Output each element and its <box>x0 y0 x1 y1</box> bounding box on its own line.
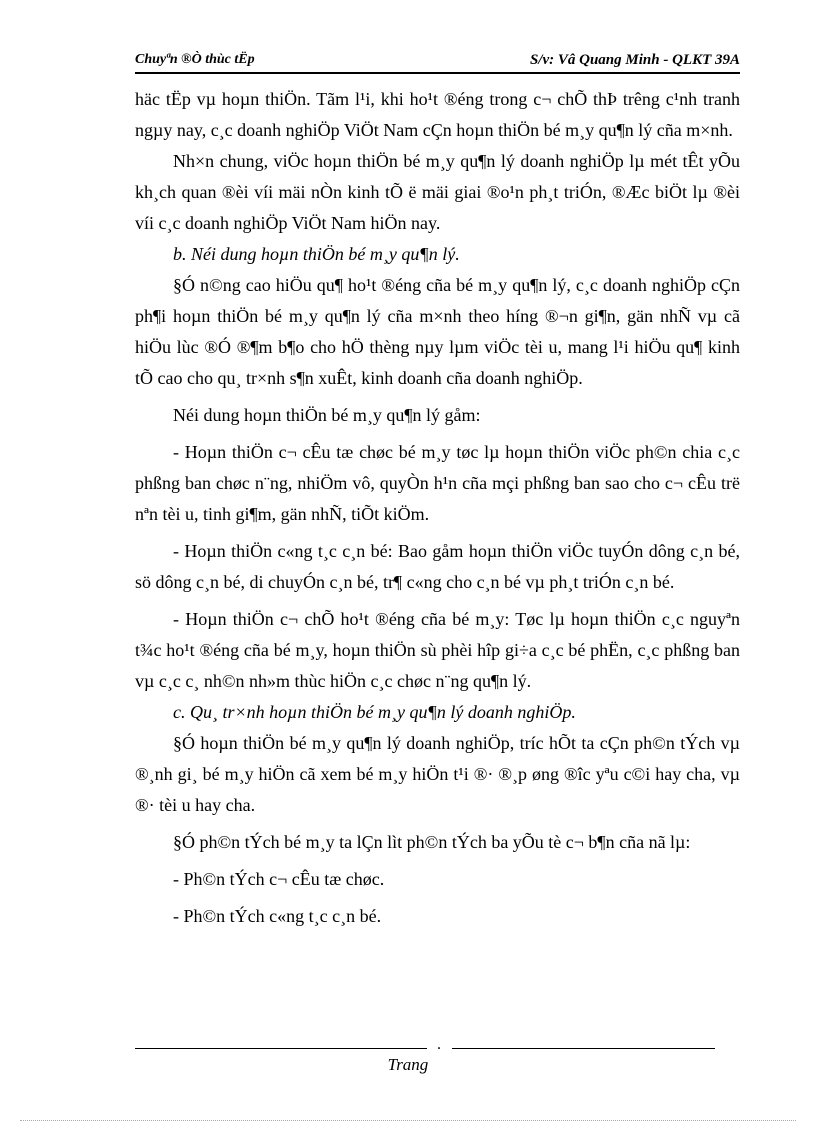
paragraph-3: §Ó n©ng cao hiÖu qu¶ ho¹t ®éng cña bé m¸y qu¶n lý, c¸c doanh nghiÖp cÇn ph¶i hoµn thiÖn bé m¸y qu¶n lý cña m×nh theo híng ®¬n gi¶n, gän nhÑ vµ cã hiÖu lùc ®Ó ®¶m b¶o cho hÖ thèng nµy lµm viÖc tèi u, mang l¹i hiÖu qu¶ kinh tÕ cao cho qu¸ tr×nh s¶n xuÊt, kinh doanh cña doanh nghiÖp. <box>135 275 740 388</box>
list-item-5: - Ph©n tÝch c«ng t¸c c¸n bé. <box>173 906 382 926</box>
header-document-type: Chuyªn ®Ò thùc tËp <box>135 52 255 67</box>
list-item-1: - Hoµn thiÖn c¬ cÊu tæ chøc bé m¸y tøc lµ hoµn thiÖn viÖc ph©n chia c¸c phßng ban chøc n¨ng, nhiÖm vô, quyÒn h¹n cña mçi phßng ban sao cho c¬ cÊu trë nªn tèi u, tinh gi¶m, gän nhÑ, tiÕt kiÖm. <box>135 442 740 524</box>
paragraph-6: §Ó ph©n tÝch bé m¸y ta lÇn lìt ph©n tÝch ba yÕu tè c¬ b¶n cña nã lµ: <box>173 832 691 852</box>
page-number-label: Trang <box>387 1055 429 1074</box>
section-heading-b: b. Néi dung hoµn thiÖn bé m¸y qu¶n lý. <box>173 244 460 264</box>
list-item-3: - Hoµn thiÖn c¬ chÕ ho¹t ®éng cña bé m¸y: Tøc lµ hoµn thiÖn c¸c nguyªn t¾c ho¹t ®éng cña bé m¸y, hoµn thiÖn sù phèi hîp gi÷a c¸c bé phËn, c¸c phßng ban vµ c¸c c¸ nh©n nh»m thùc hiÖn c¸c chøc n¨ng qu¶n lý. <box>135 609 740 691</box>
list-item-2: - Hoµn thiÖn c«ng t¸c c¸n bé: Bao gåm hoµn thiÖn viÖc tuyÓn dông c¸n bé, sö dông c¸n bé, di chuyÓn c¸n bé, tr¶ c«ng cho c¸n bé vµ ph¸t triÓn c¸n bé. <box>135 541 740 592</box>
page-edge <box>20 1120 796 1121</box>
list-item-4: - Ph©n tÝch c¬ cÊu tæ chøc. <box>173 869 385 889</box>
page-header <box>135 50 740 74</box>
header-author: S/v: Vâ Quang Minh - QLKT 39A <box>529 52 740 68</box>
paragraph-1: häc tËp vµ hoµn thiÖn. Tãm l¹i, khi ho¹t ®éng trong c¬ chÕ thÞ trêng c¹nh tranh ngµy nay, c¸c doanh nghiÖp ViÖt Nam cÇn hoµn thiÖn bé m¸y qu¶n lý cña m×nh. <box>135 89 740 140</box>
document-body <box>135 84 740 932</box>
footer-rule-right <box>452 1048 715 1049</box>
footer-rule-left <box>135 1048 427 1049</box>
paragraph-2: Nh×n chung, viÖc hoµn thiÖn bé m¸y qu¶n lý doanh nghiÖp lµ mét tÊt yÕu kh¸ch quan ®èi víi mäi nÒn kinh tÕ ë mäi giai ®o¹n ph¸t triÓn, ®Æc biÖt lµ ®èi víi c¸c doanh nghiÖp ViÖt Nam hiÖn nay. <box>135 151 740 233</box>
paragraph-5: §Ó hoµn thiÖn bé m¸y qu¶n lý doanh nghiÖp, tríc hÕt ta cÇn ph©n tÝch vµ ®¸nh gi¸ bé m¸y hiÖn cã xem bé m¸y hiÖn t¹i ®· ®¸p øng ®îc yªu c©i hay cha, vµ ®· tèi u hay cha. <box>135 733 740 815</box>
footer-dot: . <box>437 1036 441 1053</box>
paragraph-4: Néi dung hoµn thiÖn bé m¸y qu¶n lý gåm: <box>173 405 481 425</box>
section-heading-c: c. Qu¸ tr×nh hoµn thiÖn bé m¸y qu¶n lý doanh nghiÖp. <box>173 702 576 722</box>
